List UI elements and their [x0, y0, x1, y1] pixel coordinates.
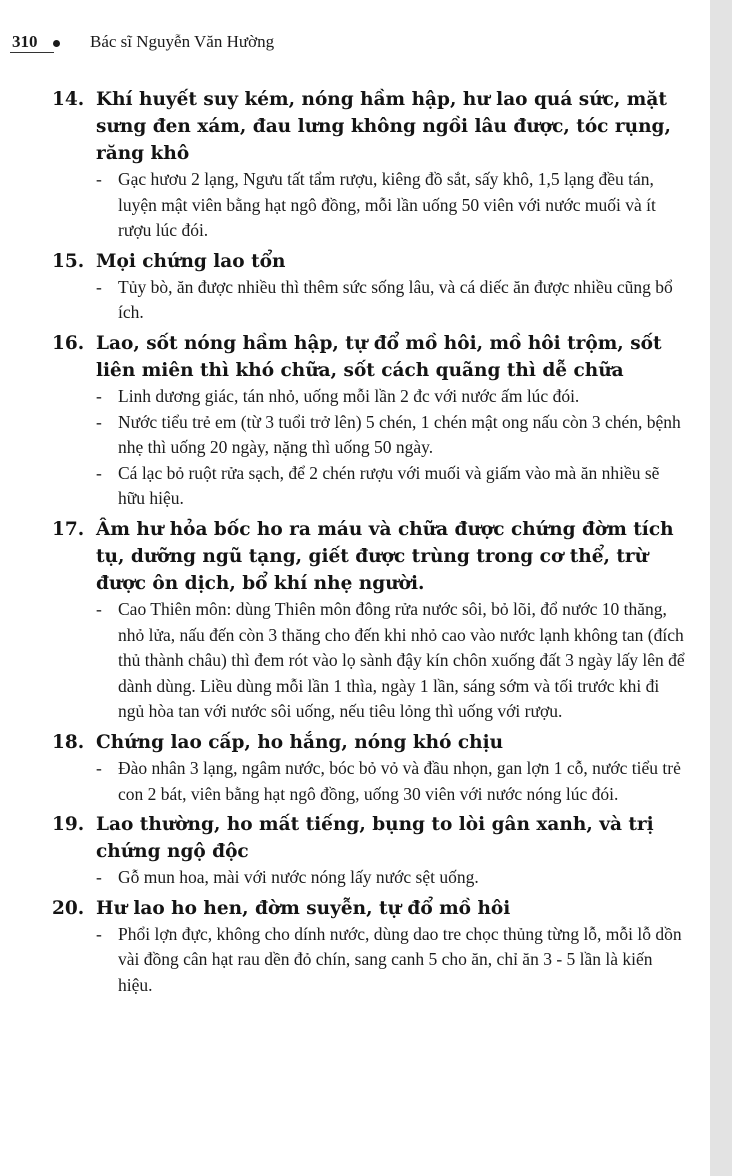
section: [52, 86, 688, 244]
remedy-text: Linh dương giác, tán nhỏ, uống mỗi lần 2 đc với nước ấm lúc đói.: [118, 385, 580, 406]
remedy-text: Nước tiểu trẻ em (từ 3 tuổi trở lên) 5 chén, 1 chén mật ong nấu còn 3 chén, bệnh nhẹ thì uống 20 ngày, nặng thì uống 50 ngày.: [118, 411, 681, 458]
header-rule: [10, 52, 54, 53]
remedy-text: Đào nhân 3 lạng, ngâm nước, bóc bỏ vỏ và đầu nhọn, gan lợn 1 cỗ, nước tiểu trẻ con 2 bát, viên bằng hạt ngô đồng, uống 30 viên với nước nóng lúc đói.: [118, 757, 681, 804]
section: [52, 729, 688, 807]
section-heading: [52, 516, 688, 597]
section-number: 16.: [52, 332, 85, 354]
header-bullet-icon: [53, 40, 60, 47]
remedy-item: [96, 461, 688, 512]
section-title: Lao, sốt nóng hầm hập, tự đổ mồ hôi, mồ hôi trộm, sốt liên miên thì khó chữa, sốt cách quãng thì dễ chữa: [96, 332, 662, 381]
remedy-item: [96, 597, 688, 725]
page-edge: [710, 0, 732, 1176]
dash-bullet-icon: -: [96, 276, 102, 297]
section-heading: [52, 86, 688, 167]
remedy-item: [96, 410, 688, 461]
running-title: Bác sĩ Nguyễn Văn Hường: [90, 32, 275, 51]
dash-bullet-icon: -: [96, 385, 102, 406]
section-number: 20.: [52, 897, 85, 919]
remedy-item: [96, 756, 688, 807]
section-number: 19.: [52, 814, 85, 836]
page-number: 310: [12, 32, 38, 51]
page-header: [0, 30, 690, 54]
section-title: Hư lao ho hen, đờm suyễn, tự đổ mồ hôi: [96, 897, 511, 919]
remedy-item: [96, 384, 688, 410]
section-heading: [52, 729, 688, 756]
remedy-text: Gỗ mun hoa, mài với nước nóng lấy nước sệt uống.: [118, 867, 479, 888]
page-content: [52, 86, 688, 1002]
section-number: 17.: [52, 518, 85, 540]
dash-bullet-icon: -: [96, 923, 102, 944]
section-heading: [52, 811, 688, 865]
dash-bullet-icon: -: [96, 757, 102, 778]
remedy-text: Cá lạc bỏ ruột rửa sạch, để 2 chén rượu với muối và giấm vào mà ăn nhiều sẽ hữu hiệu.: [118, 462, 660, 509]
section-heading: [52, 330, 688, 384]
section-title: Âm hư hỏa bốc ho ra máu và chữa được chứng đờm tích tụ, dưỡng ngũ tạng, giết được trùng trong cơ thể, trừ được ôn dịch, bổ khí nhẹ người.: [96, 518, 674, 594]
section-number: 18.: [52, 731, 85, 753]
section-number: 15.: [52, 250, 85, 272]
section: [52, 895, 688, 999]
remedy-item: [96, 167, 688, 244]
section-heading: [52, 895, 688, 922]
dash-bullet-icon: -: [96, 867, 102, 888]
remedy-item: [96, 922, 688, 999]
section-heading: [52, 248, 688, 275]
remedy-text: Cao Thiên môn: dùng Thiên môn đông rửa nước sôi, bỏ lõi, đổ nước 10 thăng, nhỏ lửa, nấu đến còn 3 thăng cho đến khi nhỏ cao vào nước lạnh không tan (đích thủ thành châu) thì đem rót vào lọ sành đậy kín chôn xuống đất 3 ngày lấy lên để dành dùng. Liều dùng mỗi lần 1 thìa, ngày 1 lần, sáng sớm và tối trước khi đi ngủ hòa tan với nước sôi uống, nếu tiêu lỏng thì uống với rượu.: [118, 598, 685, 722]
section-title: Mọi chứng lao tổn: [96, 250, 286, 272]
dash-bullet-icon: -: [96, 169, 102, 189]
section: [52, 811, 688, 891]
section-number: 14.: [52, 89, 85, 110]
remedy-item: [96, 865, 688, 891]
section-title: Lao thường, ho mất tiếng, bụng to lòi gân xanh, và trị chứng ngộ độc: [96, 814, 654, 863]
remedy-item: [96, 275, 688, 326]
section: [52, 516, 688, 725]
dash-bullet-icon: -: [96, 411, 102, 432]
dash-bullet-icon: -: [96, 598, 102, 619]
remedy-text: Tủy bò, ăn được nhiều thì thêm sức sống lâu, và cá diếc ăn được nhiều cũng bổ ích.: [118, 276, 673, 323]
remedy-text: Gạc hươu 2 lạng, Ngưu tất tẩm rượu, kiêng đồ sắt, sấy khô, 1,5 lạng đều tán, luyện mật viên bằng hạt ngô đồng, mỗi lần uống 50 viên với nước muối và ít rượu lúc đói.: [118, 169, 656, 241]
section-title: Khí huyết suy kém, nóng hầm hập, hư lao quá sức, mặt sưng đen xám, đau lưng không ngồi lâu được, tóc rụng, răng khô: [96, 89, 671, 164]
section: [52, 330, 688, 512]
section: [52, 248, 688, 326]
remedy-text: Phổi lợn đực, không cho dính nước, dùng dao tre chọc thủng từng lỗ, mỗi lỗ dồn vài đồng cân hạt rau dền đỏ chín, sang canh 5 cho ăn, chỉ ăn 3 - 5 lần là kiến hiệu.: [118, 923, 682, 995]
dash-bullet-icon: -: [96, 462, 102, 483]
section-title: Chứng lao cấp, ho hắng, nóng khó chịu: [96, 731, 504, 753]
